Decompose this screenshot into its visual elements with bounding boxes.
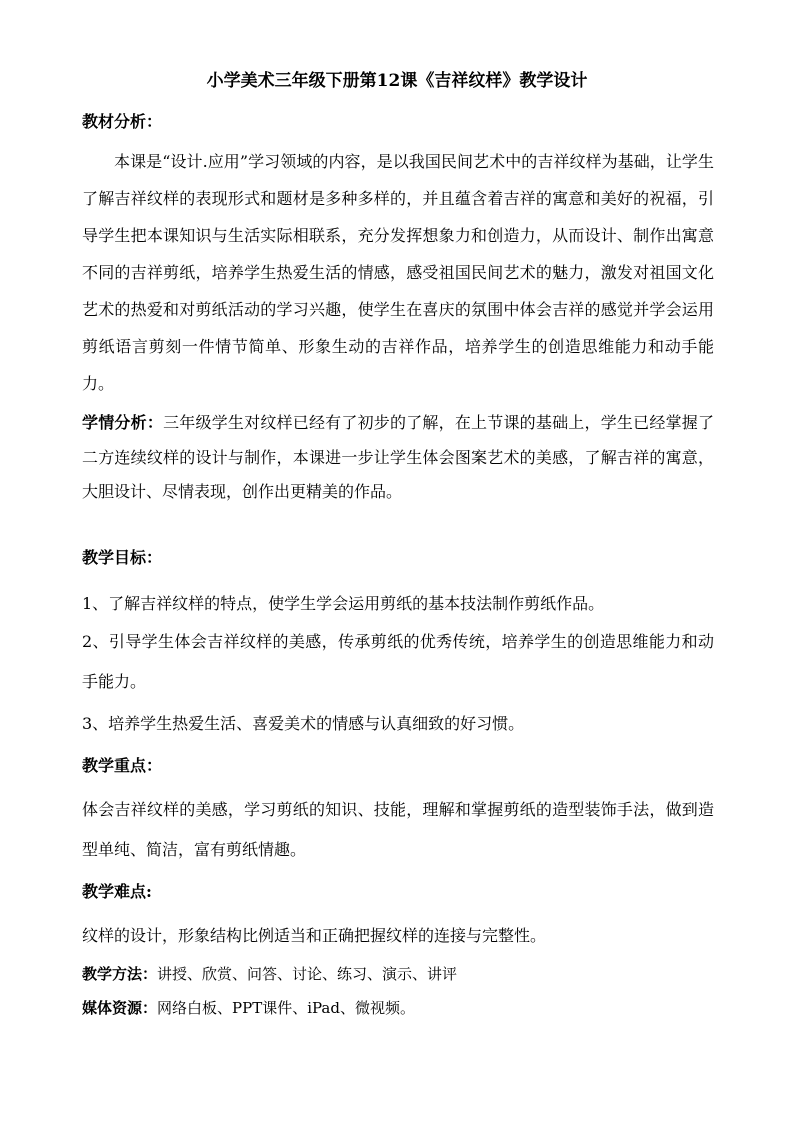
- teaching-goal-item: 2、引导学生体会吉祥纹样的美感，传承剪纸的优秀传统，培养学生的创造思维能力和动手能力。: [82, 632, 714, 691]
- key-points-heading: 教学重点：: [82, 756, 163, 775]
- teaching-goal-item: 3、培养学生热爱生活、喜爱美术的情感与认真细致的好习惯。: [82, 714, 525, 733]
- material-analysis-body: 本课是“设计.应用”学习领域的内容，是以我国民间艺术中的吉祥纹样为基础，让学生了解吉祥纹样的表现形式和题材是多种多样的，并且蕴含着吉祥的寓意和美好的祝福，引导学生把本课知识与生活实际相联系，充分发挥想象力和创造力，从而设计、制作出寓意不同的吉祥剪纸，培养学生热爱生活的情感，感受祖国民间艺术的魅力，激发对祖国文化艺术的热爱和对剪纸活动的学习兴趣，使学生在喜庆的氛围中体会吉祥的感觉并学会运用剪纸语言剪刻一件情节简单、形象生动的吉祥作品，培养学生的创造思维能力和动手能力。: [82, 152, 714, 393]
- teaching-methods-label: 教学方法：: [82, 965, 158, 983]
- teaching-goal-item: 1、了解吉祥纹样的特点，使学生学会运用剪纸的基本技法制作剪纸作品。: [82, 594, 605, 613]
- teaching-methods-line: [82, 962, 722, 986]
- key-points-body: 体会吉祥纹样的美感，学习剪纸的知识、技能，理解和掌握剪纸的造型装饰手法，做到造型单纯、简洁，富有剪纸情趣。: [82, 800, 714, 859]
- difficult-points-heading: 教学难点:: [82, 882, 152, 901]
- media-resources-line: [82, 996, 722, 1020]
- media-resources-label: 媒体资源：: [82, 999, 158, 1017]
- teaching-goals-heading: 教学目标：: [82, 548, 163, 567]
- document-title: 小学美术三年级下册第12课《吉祥纹样》教学设计: [206, 71, 588, 91]
- material-analysis-heading: 教材分析：: [82, 112, 163, 131]
- media-resources-body: 网络白板、PPT课件、iPad、微视频。: [157, 999, 415, 1017]
- teaching-methods-body: 讲授、欣赏、问答、讨论、练习、演示、讲评: [157, 965, 458, 983]
- student-analysis-label: 学情分析：: [82, 413, 164, 432]
- student-analysis-section: [82, 406, 714, 510]
- difficult-points-body: 纹样的设计，形象结构比例适当和正确把握纹样的连接与完整性。: [82, 926, 547, 945]
- student-analysis-body: 三年级学生对纹样已经有了初步的了解，在上节课的基础上，学生已经掌握了二方连续纹样的设计与制作，本课进一步让学生体会图案艺术的美感，了解吉祥的寓意，大胆设计、尽情表现，创作出更精美的作品。: [82, 413, 714, 501]
